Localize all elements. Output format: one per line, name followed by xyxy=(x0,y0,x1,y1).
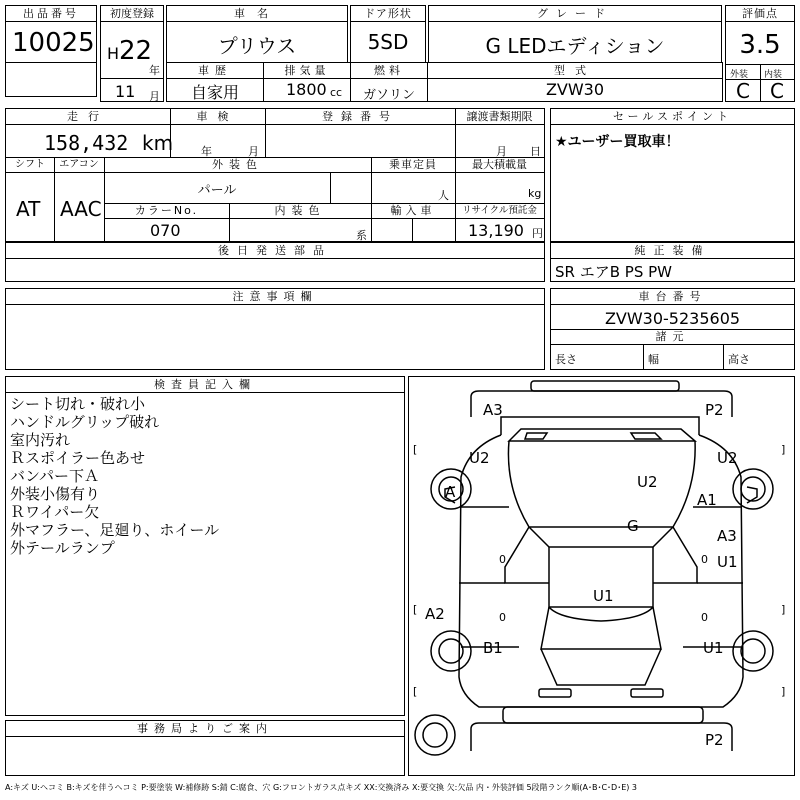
ext-color: パール xyxy=(197,183,237,198)
exterior-grade: C xyxy=(736,79,750,103)
length-label: 長さ xyxy=(555,353,577,366)
note-item: 外装小傷有り xyxy=(10,485,101,503)
first-registration-box xyxy=(100,5,164,102)
mark-right-rear: U1 xyxy=(703,639,724,657)
mileage-unit: km xyxy=(142,131,174,155)
door-label: ドア形状 xyxy=(351,6,425,22)
bracket-left: [ xyxy=(413,443,418,456)
mark-left-rear-fender: A2 xyxy=(425,605,445,623)
year-unit: 年 xyxy=(149,64,160,77)
int-color-unit: 系 xyxy=(356,229,367,242)
zero-marker: 0 xyxy=(701,611,708,624)
month-unit: 月 xyxy=(149,90,160,103)
color-no-label: カラーNo. xyxy=(104,203,229,219)
mark-left-rear: B1 xyxy=(483,639,503,657)
sales-point-label: セールスポイント xyxy=(551,109,794,125)
note-item: シート切れ・破れ小 xyxy=(10,395,146,413)
capacity-unit: 人 xyxy=(438,189,449,202)
transfer-day-unit: 日 xyxy=(530,145,541,158)
era: H xyxy=(107,44,120,63)
interior-grade: C xyxy=(770,79,784,103)
ac-label: エアコン xyxy=(54,157,104,173)
legend: A:キズ U:ヘコミ B:キズを伴うヘコミ P:要塗装 W:補修跡 S:錆 C:腐食、穴 G:フロントガラス点キズ XX:交換済み X:要交換 欠:欠品 内・外装評価 5段階ランク順(A･B･C･D･E) 3 xyxy=(5,783,638,792)
recycle-label: リサイクル預託金 xyxy=(455,203,544,219)
sales-point-text: ★ユーザー買取車！ xyxy=(555,134,680,150)
chassis-label: 車台番号 xyxy=(551,289,794,305)
inspection-year-unit: 年 xyxy=(201,145,212,158)
equipment-label: 純正装備 xyxy=(551,243,794,259)
capacity-label: 乗車定員 xyxy=(371,157,455,173)
score: 3.5 xyxy=(739,30,781,60)
fuel: ガソリン xyxy=(362,88,415,103)
mark-right-front-fender: A1 xyxy=(697,491,717,509)
inspector-notes xyxy=(10,395,219,557)
vehicle-info-box xyxy=(5,108,545,242)
import-label: 輸入車 xyxy=(371,203,455,219)
office-box xyxy=(5,720,405,776)
grade: G LEDエディション xyxy=(485,34,665,58)
car-name-box xyxy=(166,5,348,63)
ext-color-label: 外装色 xyxy=(104,157,371,173)
dims-label: 諸元 xyxy=(551,329,794,345)
mark-right-front-door: U2 xyxy=(717,449,738,467)
mark-right-door-lower: U1 xyxy=(717,553,738,571)
door-type: 5SD xyxy=(367,30,409,54)
history-label: 車歴 xyxy=(167,63,263,79)
zero-marker: 0 xyxy=(499,611,506,624)
ac: AAC xyxy=(60,197,102,221)
mark-right-door-upper: A3 xyxy=(717,527,737,545)
car-diagram-box xyxy=(408,376,795,776)
bracket-right: ] xyxy=(781,603,786,616)
caution-box xyxy=(5,288,545,370)
displacement-unit: cc xyxy=(330,86,343,99)
note-item: ハンドルグリップ破れ xyxy=(10,413,160,431)
int-color-label: 内装色 xyxy=(229,203,371,219)
registration-month: 11 xyxy=(115,82,136,101)
recycle-fee: 13,190 xyxy=(468,221,524,240)
grade-box xyxy=(428,5,722,63)
bracket-left: [ xyxy=(413,685,418,698)
mark-rear-bumper: P2 xyxy=(705,731,724,749)
lot-number: 10025 xyxy=(12,28,95,58)
chassis-number: ZVW30-5235605 xyxy=(604,309,741,328)
equipment-box xyxy=(550,242,795,282)
fuel-box xyxy=(350,62,428,102)
damage-marks xyxy=(425,401,738,749)
car-name-label: 車名 xyxy=(167,6,347,22)
displacement-box xyxy=(263,62,351,102)
mileage: 158,432 xyxy=(44,131,129,155)
score-box xyxy=(725,5,795,102)
door-box xyxy=(350,5,426,63)
first-registration-label: 初度登録 xyxy=(101,6,163,22)
inspector-box xyxy=(5,376,405,716)
shift-label: シフト xyxy=(6,157,54,173)
caution-label: 注意事項欄 xyxy=(6,289,544,305)
later-parts-label: 後日発送部品 xyxy=(6,243,544,259)
mark-trunk: U1 xyxy=(593,587,614,605)
mark-front-left-corner: A3 xyxy=(483,401,503,419)
transfer-label: 譲渡書類期限 xyxy=(455,109,544,125)
max-load-unit: kg xyxy=(528,187,542,200)
width-label: 幅 xyxy=(648,353,659,366)
sales-point-box xyxy=(550,108,795,242)
lot-number-label: 出品番号 xyxy=(6,6,96,22)
office-label: 事務局よりご案内 xyxy=(6,721,404,737)
mark-left-front-wheel: A xyxy=(445,483,456,501)
car-name: プリウス xyxy=(217,34,297,58)
zero-marker: 0 xyxy=(701,553,708,566)
fuel-label: 燃料 xyxy=(351,63,427,79)
model-box xyxy=(427,62,723,102)
inspection-month-unit: 月 xyxy=(248,145,259,158)
mark-front-right-corner: P2 xyxy=(705,401,724,419)
registration-year: 22 xyxy=(119,36,153,66)
color-no: 070 xyxy=(150,221,181,240)
bracket-right: ] xyxy=(781,685,786,698)
model: ZVW30 xyxy=(545,80,605,99)
history: 自家用 xyxy=(190,83,239,102)
model-label: 型式 xyxy=(428,63,722,79)
note-item: 外テールランプ xyxy=(10,539,115,557)
mark-left-front-door: U2 xyxy=(469,449,490,467)
grade-label: グレード xyxy=(429,6,721,22)
note-item: バンパー下Ａ xyxy=(10,467,99,485)
reg-no-label: 登録番号 xyxy=(265,109,455,125)
inspection-label: 車検 xyxy=(170,109,265,125)
mark-roof: G xyxy=(627,517,639,535)
lot-number-box xyxy=(5,5,97,97)
later-parts-box xyxy=(5,242,545,282)
transfer-month-unit: 月 xyxy=(496,145,507,158)
mileage-label: 走行 xyxy=(6,109,170,125)
zero-marker: 0 xyxy=(499,553,506,566)
score-label: 評価点 xyxy=(726,6,794,22)
car-diagram xyxy=(409,377,794,775)
equipment-text: SR エアB PS PW xyxy=(555,263,672,281)
note-item: 外マフラー、足廻り、ホイール xyxy=(10,521,220,539)
note-item: Ｒスポイラー色あせ xyxy=(10,449,146,467)
recycle-unit: 円 xyxy=(532,227,543,240)
exterior-label: 外装 xyxy=(730,70,749,80)
interior-label: 内装 xyxy=(764,70,783,80)
chassis-box xyxy=(550,288,795,370)
max-load-label: 最大積載量 xyxy=(455,157,544,173)
displacement-label: 排気量 xyxy=(264,63,350,79)
mark-roof-front: U2 xyxy=(637,473,658,491)
note-item: Ｒワイパー欠 xyxy=(10,503,100,521)
bracket-left: [ xyxy=(413,603,418,616)
bracket-right: ] xyxy=(781,443,786,456)
height-label: 高さ xyxy=(728,353,750,366)
inspector-label: 検査員記入欄 xyxy=(6,377,404,393)
note-item: 室内汚れ xyxy=(10,431,71,449)
displacement: 1800 xyxy=(286,80,327,99)
history-box xyxy=(166,62,264,102)
shift: AT xyxy=(16,197,41,221)
